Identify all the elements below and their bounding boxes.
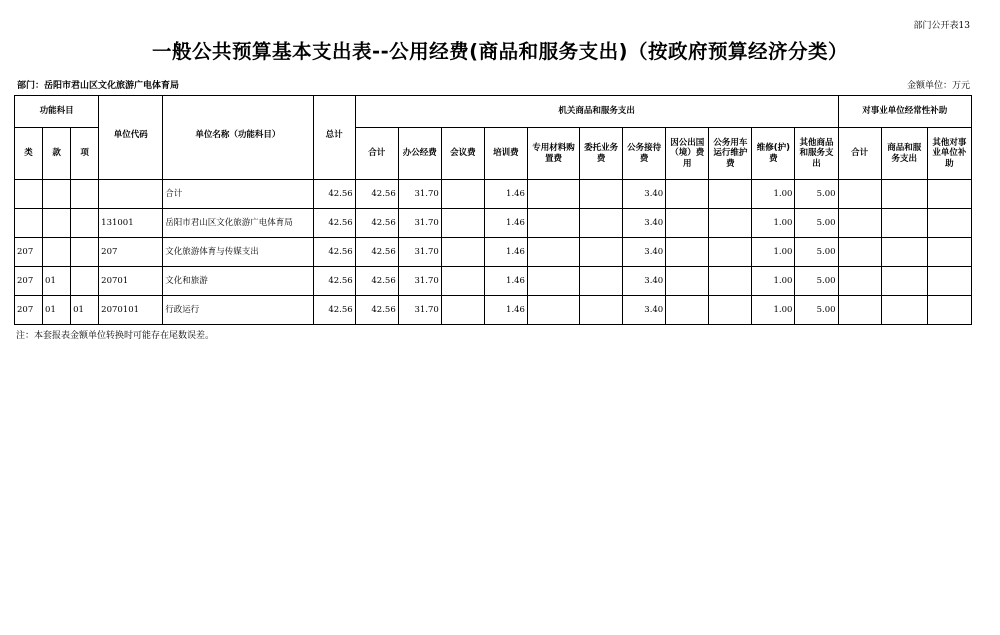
cell-material — [527, 296, 579, 325]
cell-subsidy-total — [838, 296, 881, 325]
cell-code: 20701 — [99, 267, 163, 296]
cell-other-goods: 5.00 — [795, 267, 838, 296]
header-goods-services-group: 机关商品和服务支出 — [355, 96, 838, 128]
header-kuan: 款 — [43, 128, 71, 180]
header-entrust-expense: 委托业务费 — [580, 128, 623, 180]
cell-other-goods: 5.00 — [795, 180, 838, 209]
page-title: 一般公共预算基本支出表--公用经费(商品和服务支出)（按政府预算经济分类） — [151, 40, 848, 63]
header-other-goods-expense: 其他商品和服务支出 — [795, 128, 838, 180]
cell-total: 42.56 — [313, 267, 355, 296]
cell-total: 42.56 — [313, 238, 355, 267]
cell-abroad — [666, 296, 709, 325]
department-label: 部门：岳阳市君山区文化旅游广电体育局 — [17, 81, 180, 91]
cell-reception: 3.40 — [623, 238, 666, 267]
cell-reception: 3.40 — [623, 180, 666, 209]
cell-goods-total: 42.56 — [355, 238, 398, 267]
cell-total: 42.56 — [313, 296, 355, 325]
cell-goods-total: 42.56 — [355, 296, 398, 325]
cell-goods-total: 42.56 — [355, 180, 398, 209]
cell-kuan — [43, 209, 71, 238]
header-subsidy-total: 合计 — [838, 128, 881, 180]
cell-vehicle — [709, 209, 752, 238]
table-row — [15, 209, 972, 238]
cell-other-goods: 5.00 — [795, 238, 838, 267]
header-subsidy-goods: 商品和服务支出 — [881, 128, 927, 180]
cell-material — [527, 238, 579, 267]
cell-goods-total: 42.56 — [355, 267, 398, 296]
cell-training: 1.46 — [484, 267, 527, 296]
cell-office: 31.70 — [398, 296, 441, 325]
cell-lei: 207 — [15, 296, 43, 325]
cell-kuan — [43, 238, 71, 267]
cell-meeting — [441, 238, 484, 267]
cell-repair: 1.00 — [752, 180, 795, 209]
cell-abroad — [666, 267, 709, 296]
cell-name: 文化旅游体育与传媒支出 — [163, 238, 313, 267]
cell-vehicle — [709, 267, 752, 296]
cell-material — [527, 267, 579, 296]
cell-subsidy-total — [838, 238, 881, 267]
cell-entrust — [580, 180, 623, 209]
table-row — [15, 296, 972, 325]
cell-entrust — [580, 296, 623, 325]
cell-training: 1.46 — [484, 209, 527, 238]
budget-table — [14, 95, 972, 325]
header-meeting-expense: 会议费 — [441, 128, 484, 180]
cell-subsidy-other — [927, 238, 971, 267]
table-row — [15, 238, 972, 267]
header-reception-expense: 公务接待费 — [623, 128, 666, 180]
cell-repair: 1.00 — [752, 296, 795, 325]
table-row — [15, 267, 972, 296]
cell-xiang — [71, 209, 99, 238]
header-unit-code: 单位代码 — [99, 96, 163, 180]
cell-name: 合计 — [163, 180, 313, 209]
cell-vehicle — [709, 296, 752, 325]
cell-lei — [15, 180, 43, 209]
cell-training: 1.46 — [484, 296, 527, 325]
header-xiang: 项 — [71, 128, 99, 180]
cell-entrust — [580, 238, 623, 267]
cell-office: 31.70 — [398, 180, 441, 209]
header-unit-name: 单位名称（功能科目） — [163, 96, 313, 180]
cell-entrust — [580, 209, 623, 238]
cell-name: 岳阳市君山区文化旅游广电体育局 — [163, 209, 313, 238]
header-lei: 类 — [15, 128, 43, 180]
cell-subsidy-other — [927, 209, 971, 238]
cell-subsidy-total — [838, 180, 881, 209]
header-repair-expense: 维修(护)费 — [752, 128, 795, 180]
header-training-expense: 培训费 — [484, 128, 527, 180]
cell-kuan: 01 — [43, 296, 71, 325]
cell-lei: 207 — [15, 238, 43, 267]
cell-other-goods: 5.00 — [795, 296, 838, 325]
header-subsidy-group: 对事业单位经常性补助 — [838, 96, 971, 128]
cell-meeting — [441, 209, 484, 238]
cell-training: 1.46 — [484, 238, 527, 267]
cell-office: 31.70 — [398, 209, 441, 238]
cell-subsidy-other — [927, 296, 971, 325]
cell-subsidy-goods — [881, 180, 927, 209]
cell-vehicle — [709, 238, 752, 267]
cell-code — [99, 180, 163, 209]
footnote: 注：本套报表金额单位转换时可能存在尾数误差。 — [16, 331, 215, 341]
header-total: 总计 — [313, 96, 355, 180]
cell-reception: 3.40 — [623, 209, 666, 238]
cell-abroad — [666, 209, 709, 238]
cell-xiang — [71, 267, 99, 296]
cell-subsidy-total — [838, 209, 881, 238]
header-func-subject: 功能科目 — [15, 96, 99, 128]
cell-reception: 3.40 — [623, 267, 666, 296]
cell-material — [527, 180, 579, 209]
cell-abroad — [666, 180, 709, 209]
cell-meeting — [441, 180, 484, 209]
cell-subsidy-goods — [881, 296, 927, 325]
header-material-expense: 专用材料购置费 — [527, 128, 579, 180]
cell-vehicle — [709, 180, 752, 209]
header-subsidy-other: 其他对事业单位补助 — [927, 128, 971, 180]
cell-name: 文化和旅游 — [163, 267, 313, 296]
cell-lei — [15, 209, 43, 238]
cell-kuan: 01 — [43, 267, 71, 296]
cell-repair: 1.00 — [752, 238, 795, 267]
cell-kuan — [43, 180, 71, 209]
cell-xiang — [71, 238, 99, 267]
header-goods-total: 合计 — [355, 128, 398, 180]
table-number-label: 部门公开表13 — [913, 21, 970, 31]
cell-material — [527, 209, 579, 238]
amount-unit-label: 金额单位：万元 — [906, 81, 970, 91]
cell-repair: 1.00 — [752, 209, 795, 238]
cell-abroad — [666, 238, 709, 267]
cell-subsidy-goods — [881, 238, 927, 267]
cell-subsidy-other — [927, 180, 971, 209]
cell-code: 131001 — [99, 209, 163, 238]
header-office-expense: 办公经费 — [398, 128, 441, 180]
header-vehicle-expense: 公务用车运行维护费 — [709, 128, 752, 180]
cell-meeting — [441, 267, 484, 296]
cell-repair: 1.00 — [752, 267, 795, 296]
cell-xiang: 01 — [71, 296, 99, 325]
cell-training: 1.46 — [484, 180, 527, 209]
table-row — [15, 180, 972, 209]
cell-subsidy-goods — [881, 267, 927, 296]
cell-office: 31.70 — [398, 267, 441, 296]
cell-subsidy-goods — [881, 209, 927, 238]
cell-entrust — [580, 267, 623, 296]
cell-total: 42.56 — [313, 209, 355, 238]
header-abroad-expense: 因公出国（境）费用 — [666, 128, 709, 180]
cell-goods-total: 42.56 — [355, 209, 398, 238]
cell-code: 2070101 — [99, 296, 163, 325]
cell-code: 207 — [99, 238, 163, 267]
cell-reception: 3.40 — [623, 296, 666, 325]
cell-other-goods: 5.00 — [795, 209, 838, 238]
cell-lei: 207 — [15, 267, 43, 296]
cell-name: 行政运行 — [163, 296, 313, 325]
cell-xiang — [71, 180, 99, 209]
cell-meeting — [441, 296, 484, 325]
cell-office: 31.70 — [398, 238, 441, 267]
cell-subsidy-total — [838, 267, 881, 296]
cell-subsidy-other — [927, 267, 971, 296]
cell-total: 42.56 — [313, 180, 355, 209]
